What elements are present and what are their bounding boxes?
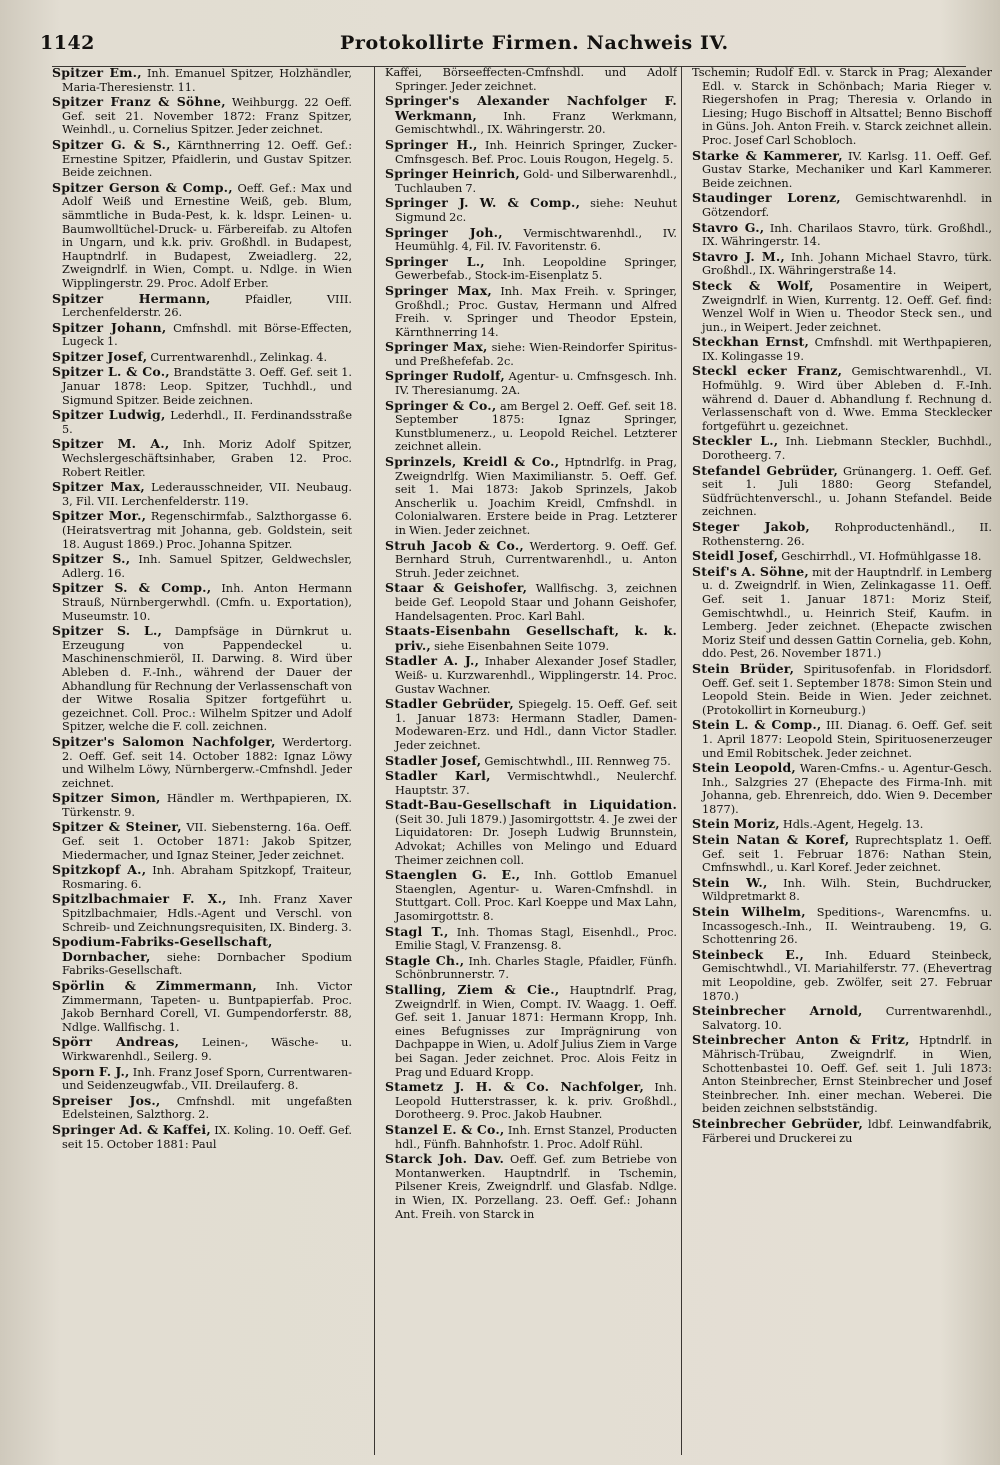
firm-details: Inh. Franz Xaver Spitzlbachmaier, Hdls.-Agent und Verschl. von Schreib- und Zeichnungsrequisiten, IX. Binderg. 3. — [62, 893, 352, 934]
firm-details: Inh. Wilh. Stein, Buchdrucker, Wildpretmarkt 8. — [702, 876, 992, 904]
firm-entry — [52, 95, 352, 137]
columns-container — [40, 66, 992, 1455]
firm-entry — [52, 350, 352, 365]
firm-entry — [52, 935, 352, 978]
firm-name: Springer Ad. & Kaffei, — [52, 1121, 211, 1137]
firm-name: Spitzer Em., — [52, 66, 142, 80]
firm-name: Springer Heinrich, — [385, 166, 520, 182]
firm-entry — [52, 735, 352, 790]
firm-details: Dampfsäge in Dürnkrut u. Erzeugung von Pappendeckel u. Maschinenschmieröl, II. Darwing. 8. Wird über Ableben d. F.-Inh., während der Dauer der Abhandlung für Rechnung der Verlassenschaft von der Witwe Rosalia Spitzer fortgeführt u. gezeichnet. Coll. Proc.: Wilhelm Spitzer und Adolf Spitzer, welche die F. coll. zeichnen. — [62, 625, 352, 734]
firm-details: Speditions-, Warencmfns. u. Incassogesch.-Inh., II. Weintraubeng. 19, G. Schottenring 26. — [702, 906, 992, 947]
firm-details: Hptndrlf. in Mährisch-Trübau, Zweigndrlf. in Wien, Schottenbastei 10. Oeff. Gef. seit 1. Juli 1873: Anton Steinbrecher, Ernst Steinbrecher und Josef Steinbrecher. Inh. einer mechan. Weberei. Die beiden zeichnen selbstständig. — [702, 1034, 992, 1116]
firm-name: Stadler A. J., — [385, 653, 480, 669]
firm-details: Weihburgg. 22 Oeff. Gef. seit 21. November 1872: Franz Spitzer, Weinhdl., u. Cornelius Spitzer. Jeder zeichnet. — [62, 96, 352, 137]
firm-details: Inh. Emanuel Spitzer, Holzhändler, Maria-Theresienstr. 11. — [62, 67, 352, 94]
firm-details: Brandstätte 3. Oeff. Gef. seit 1. Januar 1878: Leop. Spitzer, Tuchhdl., und Sigmund Spitzer. Beide zeichnen. — [62, 366, 352, 407]
firm-details: Inh. Franz Werkmann, Gemischtwhdl., IX. Währingerstr. 20. — [395, 109, 677, 137]
firm-name: Spitzer Josef, — [52, 348, 148, 364]
firm-name: Stadt-Bau-Gesellschaft in Liquidation. — [385, 797, 677, 813]
firm-entry — [692, 948, 992, 1003]
firm-entry — [52, 1035, 352, 1063]
firm-details: IV. Karlsg. 11. Oeff. Gef. Gustav Starke, Mechaniker und Karl Kammerer. Beide zeichnen. — [702, 149, 992, 190]
firm-name: Stein Leopold, — [692, 760, 796, 776]
firm-details: Inh. Abraham Spitzkopf, Traiteur, Rosmaring. 6. — [62, 864, 352, 891]
firm-entry — [385, 954, 677, 982]
firm-entry — [52, 552, 352, 580]
firm-details: Gemischtwhdl., III. Rennweg 75. — [484, 754, 671, 768]
firm-entry — [385, 255, 677, 283]
firm-details: Inh. Charles Stagle, Pfaidler, Fünfh. Schönbrunnerstr. 7. — [395, 954, 677, 982]
firm-entry — [385, 369, 677, 397]
firm-entry — [52, 863, 352, 891]
firm-name: Stein Moriz, — [692, 816, 780, 832]
firm-entry — [692, 464, 992, 519]
firm-name: Steinbrecher Arnold, — [692, 1003, 863, 1019]
firm-entry — [692, 149, 992, 191]
firm-name: Struh Jacob & Co., — [385, 537, 524, 553]
firm-details: Grünangerg. 1. Oeff. Gef. seit 1. Juli 1880: Georg Stefandel, Südfrüchtenverschl., u. Johann Stefandel. Beide zeichnen. — [702, 464, 992, 519]
firm-details: Ruprechtsplatz 1. Oeff. Gef. seit 1. Februar 1876: Nathan Stein, Cmfnswhdl., u. Karl Koref. Jeder zeichnet. — [702, 834, 992, 875]
firm-name: Staudinger Lorenz, — [692, 190, 841, 206]
firm-details: Oeff. Gef. zum Betriebe von Montanwerken. Hauptndrlf. in Tschemin, Pilsener Kreis, Zweigndrlf. und Glasfab. Ndlge. in Wien, IX. Porzellang. 23. Oeff. Gef.: Johann Ant. Freih. von Starck in — [395, 1153, 677, 1221]
firm-name: Steger Jakob, — [692, 519, 810, 534]
firm-name: Stein W., — [692, 874, 768, 890]
firm-details: am Bergel 2. Oeff. Gef. seit 18. September 1875: Ignaz Springer, Kunstblumenerz., u. Leopold Reichel. Letzterer zeichnet allein. — [395, 399, 677, 454]
firm-details: Vermischtwarenhdl., IV. Heumühlg. 4, Fil. IV. Favoritenstr. 6. — [395, 226, 677, 254]
firm-name: Spitzer Simon, — [52, 790, 161, 806]
firm-details: Lederausschneider, VII. Neubaug. 3, Fil. VII. Lerchenfelderstr. 119. — [62, 481, 352, 508]
firm-entry — [692, 66, 992, 148]
firm-name: Spitzer & Steiner, — [52, 819, 182, 835]
firm-name: Spodium-Fabriks-Gesellschaft, Dornbacher, — [52, 934, 273, 964]
firm-entry — [52, 624, 352, 734]
firm-name: Steckl ecker Franz, — [692, 363, 843, 379]
firm-details: Cmfnshdl. mit Werthpapieren, IX. Kolingasse 19. — [702, 336, 992, 363]
firm-name: Spitzer S. & Comp., — [52, 580, 212, 596]
firm-details: Hauptndrlf. Prag, Zweigndrlf. in Wien, Compt. IV. Waagg. 1. Oeff. Gef. seit 1. Januar 1871: Hermann Kropp, Inh. eines Befugnisses zur Imprägnirung von Dachpappe in Wien, u. Adolf Julius Ziem in Varge bei Sagan. Jeder zeichnet. Proc. Alois Feitz in Prag und Eduard Kropp. — [395, 984, 677, 1079]
firm-entry — [52, 292, 352, 320]
firm-name: Steinbeck E., — [692, 946, 805, 962]
firm-name: Springer J. W. & Comp., — [385, 195, 581, 211]
firm-entry — [385, 1152, 677, 1221]
firm-name: Steif's A. Söhne, — [692, 563, 809, 579]
firm-details: Vermischtwhdl., Neulerchf. Hauptstr. 37. — [395, 770, 677, 797]
firm-details: Lederhdl., II. Ferdinandsstraße 5. — [62, 409, 352, 436]
firm-name: Spitzlbachmaier F. X., — [52, 891, 227, 907]
firm-name: Stadler Josef, — [385, 752, 482, 768]
firm-details: Inhaber Alexander Josef Stadler, Weiß- u. Kurzwarenhdl., Wipplingerstr. 14. Proc. Gustav Wachner. — [395, 655, 677, 696]
firm-name: Stagle Ch., — [385, 952, 465, 968]
firm-name: Steinbrecher Anton & Fritz, — [692, 1032, 910, 1048]
firm-entry — [692, 905, 992, 947]
firm-name: Stein Wilhelm, — [692, 904, 806, 920]
firm-details: III. Dianag. 6. Oeff. Gef. seit 1. April 1877: Leopold Stein, Spirituosenerzeuger und Emil Robitschek. Jeder zeichnet. — [702, 719, 992, 760]
firm-details: Inh. Moriz Adolf Spitzer, Wechslergeschäftsinhaber, Graben 12. Proc. Robert Reitler. — [62, 438, 352, 479]
firm-details: Pfaidler, VIII. Lerchenfelderstr. 26. — [62, 292, 352, 320]
firm-entry — [52, 181, 352, 291]
firm-name: Spitzer Ludwig, — [52, 407, 166, 423]
firm-details: Werdertorg. 2. Oeff. Gef. seit 14. October 1882: Ignaz Löwy und Wilhelm Löwy, Nürnbergerw.-Cmfnshdl. Jeder zeichnet. — [62, 735, 352, 790]
firm-entry — [692, 520, 992, 548]
firm-name: Spitzer M. A., — [52, 436, 170, 452]
firm-details: IX. Koling. 10. Oeff. Gef. seit 15. October 1881: Paul — [62, 1123, 352, 1151]
firm-entry — [385, 1080, 677, 1122]
firm-details: Inh. Heinrich Springer, Zucker-Cmfnsgesch. Bef. Proc. Louis Rougon, Hegelg. 5. — [395, 138, 677, 166]
firm-name: Stadler Karl, — [385, 768, 491, 784]
firm-entry — [692, 1033, 992, 1116]
firm-details: Currentwarenhdl., Salvatorg. 10. — [702, 1005, 992, 1032]
firm-details: Tschemin; Rudolf Edl. v. Starck in Prag; Alexander Edl. v. Starck in Schönbach; Maria Rieger v. Riegershofen in Prag; Theresia v. Orlando in Liesing; Hugo Bischoff in Altsattel; Benno Bischoff in Güns. Joh. Anton Freih. v. Starck zeichnet allein. Proc. Josef Carl Schobloch. — [692, 66, 992, 147]
firm-name: Spitzkopf A., — [52, 862, 147, 878]
firm-entry — [52, 66, 352, 94]
firm-details: Cmfnshdl. mit Börse-Effecten, Lugeck 1. — [62, 321, 352, 349]
firm-details: Inh. Thomas Stagl, Eisenhdl., Proc. Emilie Stagl, V. Franzensg. 8. — [395, 925, 677, 953]
firm-name: Spitzer Gerson & Comp., — [52, 179, 233, 195]
firm-details: Händler m. Werthpapieren, IX. Türkenstr. 9. — [62, 792, 352, 819]
firm-name: Spitzer Hermann, — [52, 290, 211, 306]
firm-entry — [52, 820, 352, 862]
firm-details: Inh. Victor Zimmermann, Tapeten- u. Buntpapierfab. Proc. Jakob Bernhard Corell, VI. Gumpendorferstr. 88, Ndlge. Wallfischg. 1. — [62, 980, 352, 1034]
firm-entry — [52, 1123, 352, 1151]
firm-entry — [692, 718, 992, 760]
firm-details: mit der Hauptndrlf. in Lemberg u. d. Zweigndrlf. in Wien, Zelinkagasse 11. Oeff. Gef. seit 1. Januar 1871: Moriz Steif, Gemischtwhdl., u. Heinrich Steif, Kaufm. in Lemberg. Jeder zeichnet. (Ehepacte zwischen Moriz Steif und dessen Gattin Cornelia, geb. Kohn, ddo. Pest, 26. November 1871.) — [702, 565, 992, 661]
firm-details: Inh. Leopoldine Springer, Gewerbefab., Stock-im-Eisenplatz 5. — [395, 255, 677, 283]
firm-details: Inh. Johann Michael Stavro, türk. Großhdl., IX. Währingerstraße 14. — [702, 250, 992, 278]
firm-details: ldbf. Leinwandfabrik, Färberei und Druckerei zu — [702, 1117, 992, 1145]
running-title: Protokollirte Firmen. Nachweis IV. — [340, 32, 729, 54]
firm-entry — [52, 408, 352, 436]
firm-name: Stalling, Ziem & Cie., — [385, 982, 560, 997]
firm-name: Stavro J. M., — [692, 248, 785, 264]
firm-name: Stadler Gebrüder, — [385, 696, 514, 712]
firm-entry — [385, 925, 677, 953]
firm-entry — [692, 549, 992, 564]
firm-details: Inh. Ernst Stanzel, Producten hdl., Fünfh. Bahnhofstr. 1. Proc. Adolf Rühl. — [395, 1123, 677, 1151]
firm-details: Agentur- u. Cmfnsgesch. Inh. IV. Theresianumg. 2A. — [395, 370, 677, 398]
firm-details: Kaffei, Börseeffecten-Cmfnshdl. und Adolf Springer. Jeder zeichnet. — [385, 66, 677, 93]
firm-entry — [385, 399, 677, 454]
firm-entry — [385, 196, 677, 224]
firm-details: Leinen-, Wäsche- u. Wirkwarenhdl., Seilerg. 9. — [62, 1036, 352, 1063]
firm-entry — [385, 66, 677, 93]
column-3 — [692, 66, 992, 1455]
firm-entry — [52, 509, 352, 551]
firm-entry — [52, 1065, 352, 1093]
firm-name: Spitzer's Salomon Nachfolger, — [52, 733, 276, 749]
firm-details: Hdls.-Agent, Hegelg. 13. — [782, 818, 924, 832]
firm-name: Springer's Alexander Nachfolger F. Werkmann, — [385, 93, 677, 123]
firm-name: Stefandel Gebrüder, — [692, 462, 839, 478]
firm-name: Springer Max, — [385, 339, 488, 355]
firm-entry — [692, 1004, 992, 1032]
firm-name: Sporn F. J., — [52, 1063, 130, 1079]
firm-details: Geschirrhdl., VI. Hofmühlgasse 18. — [781, 550, 982, 564]
firm-name: Stanzel E. & Co., — [385, 1121, 505, 1137]
firm-name: Springer L., — [385, 253, 485, 269]
firm-details: Spiritusofenfab. in Floridsdorf. Oeff. Gef. seit 1. September 1878: Simon Stein und Leopold Stein. Beide in Wien. Jeder zeichnet. (Protokollirt in Korneuburg.) — [702, 662, 992, 717]
firm-entry — [385, 284, 677, 339]
firm-name: Staats-Eisenbahn Gesellschaft, k. k. priv., — [385, 623, 677, 653]
firm-details: (Seit 30. Juli 1879.) Jasomirgottstr. 4. Je zwei der Liquidatoren: Dr. Joseph Ludwig Brunnstein, Advokat; Achilles von Melingo und Eduard Theimer zeichnen coll. — [395, 812, 677, 867]
firm-details: Inh. Samuel Spitzer, Geldwechsler, Adlerg. 16. — [62, 553, 352, 580]
firm-details: siehe: Dornbacher Spodium Fabriks-Gesellschaft. — [62, 950, 352, 978]
firm-name: Stein Natan & Koref, — [692, 832, 850, 848]
firm-entry — [692, 434, 992, 462]
firm-name: Stagl T., — [385, 923, 449, 939]
firm-details: VII. Siebensterng. 16a. Oeff. Gef. seit 1. October 1871: Jakob Spitzer, Miedermacher, und Ignaz Steiner, Jeder zeichnet. — [62, 821, 352, 862]
firm-details: Gemischtwarenhdl. in Götzendorf. — [702, 192, 992, 219]
firm-details: Wallfischg. 3, zeichnen beide Gef. Leopold Staar und Johann Geishofer, Handelsagenten. Proc. Karl Bahl. — [395, 582, 677, 623]
firm-name: Spitzer L. & Co., — [52, 364, 170, 380]
firm-entry — [692, 876, 992, 904]
firm-name: Staenglen G. E., — [385, 867, 521, 883]
firm-entry — [385, 455, 677, 538]
firm-entry — [692, 191, 992, 219]
firm-details: Oeff. Gef.: Max und Adolf Weiß und Ernestine Weiß, geb. Blum, sämmtliche in Buda-Pest, k. k. ldspr. Leinen- u. Baumwolltüchel-Druck- u. Färbereifab. zu Altofen in Ungarn, und k.k. priv. Großhdl. in Budapest, Hauptndrlf. in Budapest, Zweiadlerg. 22, Zweigndrlf. in Wien, Compt. u. Ndlge. in Wien Wipplingerstr. 29. Proc. Adolf Erber. — [62, 181, 352, 290]
firm-details: Spiegelg. 15. Oeff. Gef. seit 1. Januar 1873: Hermann Stadler, Damen-Modewaren-Erz. und Hdl., dann Victor Stadler. Jeder zeichnet. — [395, 698, 677, 752]
firm-entry — [692, 833, 992, 875]
firm-entry — [385, 94, 677, 137]
firm-details: Rohproductenhändl., II. Rothensterng. 26. — [702, 521, 992, 548]
firm-entry — [692, 662, 992, 717]
firm-name: Spörr Andreas, — [52, 1034, 180, 1050]
firm-details: Waren-Cmfns.- u. Agentur-Gesch. Inh., Salzgries 27 (Ehepacte des Firma-Inh. mit Johanna, geb. Ehrenreich, ddo. Wien 9. December 1877). — [702, 762, 992, 816]
firm-entry — [52, 365, 352, 407]
firm-name: Steinbrecher Gebrüder, — [692, 1115, 864, 1131]
firm-entry — [52, 480, 352, 508]
firm-details: Inh. Gottlob Emanuel Staenglen, Agentur- u. Waren-Cmfnshdl. in Stuttgart. Coll. Proc. Karl Koeppe und Max Lahn, Jasomirgottstr. 8. — [395, 869, 677, 924]
firm-name: Spitzer S., — [52, 551, 131, 567]
firm-name: Stametz J. H. & Co. Nachfolger, — [385, 1079, 645, 1095]
firm-name: Steckler L., — [692, 433, 779, 449]
column-1 — [52, 66, 352, 1455]
page-header — [40, 22, 986, 52]
firm-name: Spitzer Max, — [52, 479, 145, 495]
firm-entry — [52, 1094, 352, 1122]
firm-name: Steckhan Ernst, — [692, 334, 810, 350]
firm-name: Stavro G., — [692, 219, 765, 235]
firm-details: Hptndrlfg. in Prag, Zweigndrlfg. Wien Maximilianstr. 5. Oeff. Gef. seit 1. Mai 1873: Jakob Sprinzels, Jakob Anscherlik u. Joachim Kreidl, Cmfnshdl. in Colonialwaren. Erstere beide in Prag. Letzterer in Wien. Jeder zeichnet. — [395, 456, 677, 537]
firm-details: Regenschirmfab., Salzthorgasse 6. (Heiratsvertrag mit Johanna, geb. Goldstein, seit 18. August 1869.) Proc. Johanna Spitzer. — [62, 510, 352, 551]
column-2 — [385, 66, 677, 1455]
firm-entry — [692, 1117, 992, 1145]
firm-details: Inh. Charilaos Stavro, türk. Großhdl., IX. Währingerstr. 14. — [702, 221, 992, 249]
firm-details: Werdertorg. 9. Oeff. Gef. Bernhard Struh, Currentwarenhdl., u. Anton Struh. Jeder zeichnet. — [395, 539, 677, 580]
firm-name: Spitzer Johann, — [52, 319, 167, 335]
firm-details: siehe Eisenbahnen Seite 1079. — [434, 639, 610, 653]
firm-entry — [692, 250, 992, 278]
firm-name: Stein L. & Comp., — [692, 717, 822, 733]
firm-entry — [385, 167, 677, 195]
firm-name: Spreiser Jos., — [52, 1092, 161, 1108]
firm-name: Springer Joh., — [385, 224, 503, 240]
firm-details: Cmfnshdl. mit ungefaßten Edelsteinen, Salzthorg. 2. — [62, 1094, 352, 1122]
firm-details: Currentwarenhdl., Zelinkag. 4. — [150, 350, 328, 364]
firm-entry — [52, 791, 352, 819]
firm-details: Gemischtwarenhdl., VI. Hofmühlg. 9. Wird über Ableben d. F.-Inh. während d. Dauer d. Abhandlung f. Rechnung d. Verlassenschaft von d. Wwe. Emma Stecklecker fortgeführt u. gezeichnet. — [702, 365, 992, 433]
firm-entry — [385, 983, 677, 1079]
firm-entry — [385, 624, 677, 653]
firm-entry — [52, 138, 352, 180]
firm-details: Inh. Anton Hermann Strauß, Nürnbergerwhdl. (Cmfn. u. Exportation), Museumstr. 10. — [62, 582, 352, 623]
firm-entry — [692, 364, 992, 433]
firm-entry — [692, 761, 992, 816]
firm-name: Spitzer S. L., — [52, 623, 163, 639]
firm-entry — [52, 979, 352, 1034]
firm-name: Spitzer Mor., — [52, 508, 147, 524]
firm-name: Sprinzels, Kreidl & Co., — [385, 454, 560, 470]
firm-entry — [385, 769, 677, 797]
firm-entry — [692, 221, 992, 249]
firm-name: Staar & Geishofer, — [385, 580, 528, 596]
firm-name: Spörlin & Zimmermann, — [52, 978, 257, 993]
firm-name: Starke & Kammerer, — [692, 147, 843, 163]
firm-details: Inh. Eduard Steinbeck, Gemischtwhdl., VI. Mariahilferstr. 77. (Ehevertrag mit Leopoldine, geb. Zwölfer, seit 27. Februar 1870.) — [702, 948, 992, 1003]
firm-entry — [385, 226, 677, 254]
firm-details: siehe: Wien-Reindorfer Spiritus- und Preßhefefab. 2c. — [395, 341, 677, 368]
firm-entry — [52, 581, 352, 623]
firm-name: Springer H., — [385, 136, 478, 152]
firm-entry — [52, 437, 352, 479]
firm-name: Springer & Co., — [385, 397, 497, 413]
firm-entry — [692, 335, 992, 363]
firm-details: Inh. Leopold Hutterstrasser, k. k. priv. Großhdl., Dorotheerg. 9. Proc. Jakob Haubner. — [395, 1081, 677, 1122]
firm-entry — [692, 817, 992, 832]
firm-name: Steidl Josef, — [692, 548, 779, 564]
column-rule — [374, 66, 375, 1455]
column-rule — [681, 66, 682, 1455]
firm-details: Kärnthnerring 12. Oeff. Gef.: Ernestine Spitzer, Pfaidlerin, und Gustav Spitzer. Beide zeichnen. — [62, 138, 352, 180]
firm-details: Gold- und Silberwarenhdl., Tuchlauben 7. — [395, 168, 677, 195]
firm-name: Starck Joh. Dav. — [385, 1151, 505, 1167]
firm-name: Steck & Wolf, — [692, 277, 814, 293]
firm-entry — [385, 581, 677, 623]
firm-entry — [385, 868, 677, 923]
firm-entry — [52, 321, 352, 349]
firm-entry — [385, 697, 677, 752]
firm-name: Spitzer G. & S., — [52, 136, 171, 152]
firm-entry — [385, 754, 677, 769]
firm-entry — [385, 539, 677, 581]
firm-entry — [692, 279, 992, 334]
firm-details: Posamentire in Weipert, Zweigndrlf. in Wien, Kurrentg. 12. Oeff. Gef. find: Wenzel Wolf in Wien u. Theodor Steck sen., und jun., in Weipert. Jeder zeichnet. — [702, 279, 992, 334]
firm-entry — [52, 892, 352, 934]
firm-name: Springer Rudolf, — [385, 368, 505, 384]
firm-entry — [692, 565, 992, 661]
firm-name: Stein Brüder, — [692, 660, 795, 676]
firm-entry — [385, 798, 677, 867]
firm-details: Inh. Max Freih. v. Springer, Großhdl.; Proc. Gustav, Hermann und Alfred Freih. v. Springer und Theodor Epstein, Kärnthnerring 14. — [395, 284, 677, 339]
firm-name: Spitzer Franz & Söhne, — [52, 94, 226, 110]
firm-entry — [385, 138, 677, 166]
firm-name: Springer Max, — [385, 282, 492, 298]
firm-entry — [385, 340, 677, 368]
firm-entry — [385, 1123, 677, 1151]
page-number: 1142 — [40, 32, 95, 54]
firm-entry — [385, 654, 677, 696]
firm-details: Inh. Franz Josef Sporn, Currentwaren- und Seidenzeugwfab., VII. Dreilauferg. 8. — [62, 1065, 352, 1093]
firm-details: siehe: Neuhut Sigmund 2c. — [395, 197, 677, 224]
firm-details: Inh. Liebmann Steckler, Buchhdl., Dorotheerg. 7. — [702, 435, 992, 463]
